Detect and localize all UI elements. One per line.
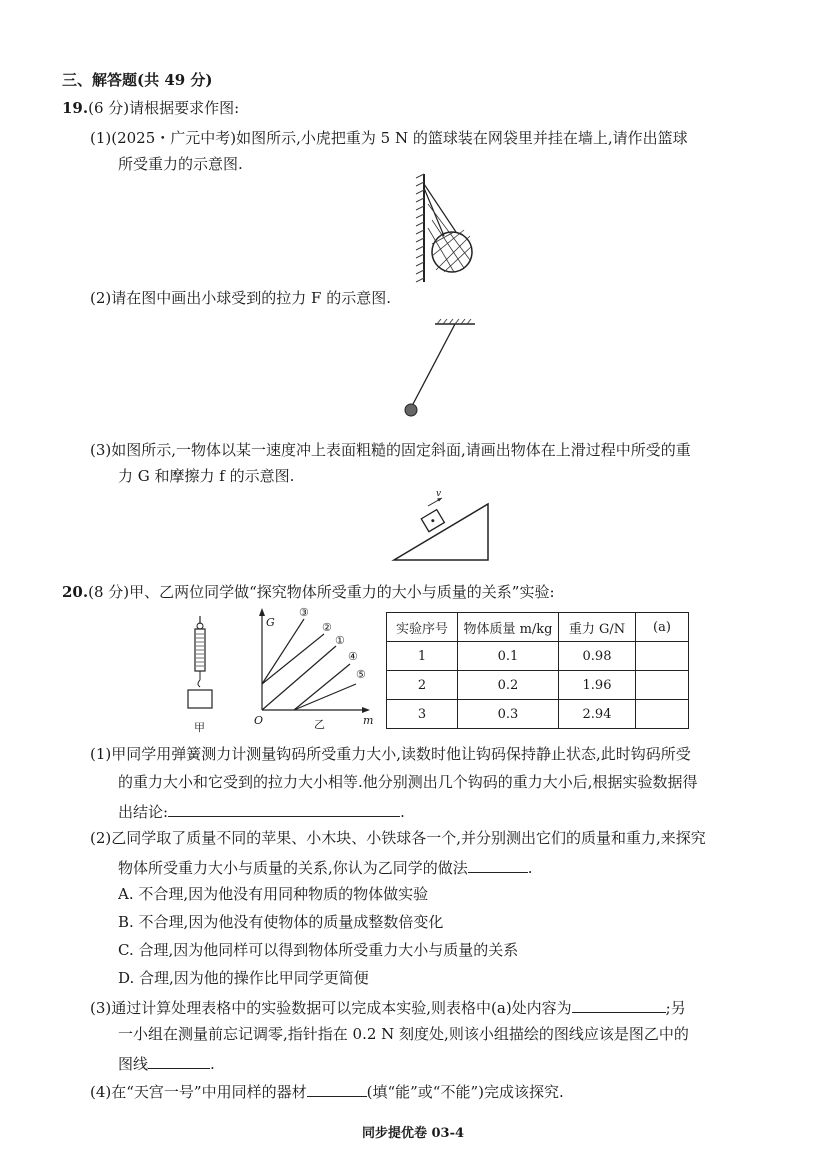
table-header-row (387, 613, 689, 642)
graph-line-answer-blank[interactable] (148, 1052, 210, 1069)
page-footer: 同步提优卷 03-4 (361, 1126, 465, 1141)
table-row (387, 642, 689, 671)
q20-number: 20. (62, 583, 89, 601)
table-header-cell: 重力 G/N (559, 613, 636, 642)
x-axis-label: m (363, 714, 374, 727)
q20-sub2-suffix: . (527, 859, 533, 877)
line-label-5: ⑤ (356, 668, 366, 681)
table-cell (636, 642, 689, 671)
q20-sub4 (90, 1080, 564, 1102)
q19-heading (62, 98, 239, 118)
line-label-2: ② (322, 621, 332, 634)
q20-sub3-line3-prefix: 图线 (118, 1055, 149, 1073)
experiment-table (386, 612, 689, 729)
table-cell: 0.1 (458, 642, 559, 671)
hanging-ball-figure (405, 318, 465, 418)
table-cell: 0.98 (559, 642, 636, 671)
q20-sub2-line2 (118, 856, 533, 878)
spring-scale-figure (182, 616, 222, 734)
q19-part2: (2)请在图中画出小球受到的拉力 F 的示意图. (90, 289, 391, 307)
q20-head: (8 分)甲、乙两位同学做“探究物体所受重力的大小与质量的关系”实验: (88, 583, 555, 601)
section-title: 三、解答题(共 49 分) (62, 71, 213, 89)
table-cell (636, 671, 689, 700)
q20-sub3-suffix: ;另 (665, 999, 686, 1017)
fig-yi-label: 乙 (314, 718, 325, 731)
q19-part1-line2: 所受重力的示意图. (118, 155, 243, 173)
option-c: C. 合理,因为他同样可以得到物体所受重力大小与质量的关系 (118, 941, 519, 959)
table-header-cell: 物体质量 m/kg (458, 613, 559, 642)
q20-heading (62, 582, 555, 602)
line-label-3: ③ (299, 606, 309, 619)
fig-jia-label: 甲 (194, 721, 205, 734)
q20-sub2-line1: (2)乙同学取了质量不同的苹果、小木块、小铁球各一个,并分别测出它们的质量和重力,来探究 (90, 829, 706, 847)
q20-sub4-prefix: (4)在“天宫一号”中用同样的器材 (90, 1083, 307, 1101)
table-cell: 2 (387, 671, 458, 700)
q20-sub4-suffix: (填“能”或“不能”)完成该探究. (366, 1083, 564, 1101)
y-axis-label: G (266, 616, 275, 629)
origin-label: O (254, 714, 264, 727)
table-cell (636, 700, 689, 729)
q20-sub2-prefix: 物体所受重力大小与质量的关系,你认为乙同学的做法 (118, 859, 468, 877)
g-m-graph-figure (250, 604, 375, 732)
q19-number: 19. (62, 99, 89, 117)
table-row (387, 700, 689, 729)
q19-part3-line1: (3)如图所示,一物体以某一速度冲上表面粗糙的固定斜面,请画出物体在上滑过程中所受的重 (90, 441, 691, 459)
choice-answer-blank[interactable] (468, 856, 528, 873)
table-cell: 3 (387, 700, 458, 729)
line-label-1: ① (335, 634, 345, 647)
conclusion-answer-blank[interactable] (168, 800, 400, 817)
q20-sub3-line3 (118, 1052, 215, 1074)
table-cell: 2.94 (559, 700, 636, 729)
option-d: D. 合理,因为他的操作比甲同学更简便 (118, 969, 369, 987)
table-row (387, 671, 689, 700)
q20-sub1-prefix: 出结论: (118, 803, 169, 821)
basketball-net-figure (414, 174, 484, 284)
table-a-answer-blank[interactable] (572, 996, 666, 1013)
incline-block-figure (392, 489, 502, 562)
q20-sub1-line2: 的重力大小和它受到的拉力大小相等.他分别测出几个钩码的重力大小后,根据实验数据得 (118, 773, 698, 791)
velocity-label: v (436, 489, 442, 499)
q19-part1-line1: (1)(2025・广元中考)如图所示,小虎把重为 5 N 的篮球装在网袋里并挂在墙上,请作出篮球 (90, 129, 688, 147)
q20-sub3-line2: 一小组在测量前忘记调零,指针指在 0.2 N 刻度处,则该小组描绘的图线应该是图乙中的 (118, 1025, 689, 1043)
q19-part3-line2: 力 G 和摩擦力 f 的示意图. (118, 467, 295, 485)
table-cell: 0.3 (458, 700, 559, 729)
q20-sub1-suffix: . (400, 803, 405, 821)
table-cell: 1 (387, 642, 458, 671)
table-cell: 1.96 (559, 671, 636, 700)
tiangong-answer-blank[interactable] (307, 1080, 367, 1097)
q20-sub3-line1 (90, 996, 686, 1018)
table-header-cell: 实验序号 (387, 613, 458, 642)
table-cell: 0.2 (458, 671, 559, 700)
q20-sub3-line3-suffix: . (210, 1055, 215, 1073)
q20-sub1-line3 (118, 800, 405, 822)
table-header-cell: (a) (636, 613, 689, 642)
option-b: B. 不合理,因为他没有使物体的质量成整数倍变化 (118, 913, 444, 931)
option-a: A. 不合理,因为他没有用同种物质的物体做实验 (118, 885, 429, 903)
q19-head: (6 分)请根据要求作图: (88, 99, 240, 117)
q20-sub1-line1: (1)甲同学用弹簧测力计测量钩码所受重力大小,读数时他让钩码保持静止状态,此时钩码所受 (90, 745, 691, 763)
q20-sub3-prefix: (3)通过计算处理表格中的实验数据可以完成本实验,则表格中(a)处内容为 (90, 999, 572, 1017)
line-label-4: ④ (348, 650, 358, 663)
